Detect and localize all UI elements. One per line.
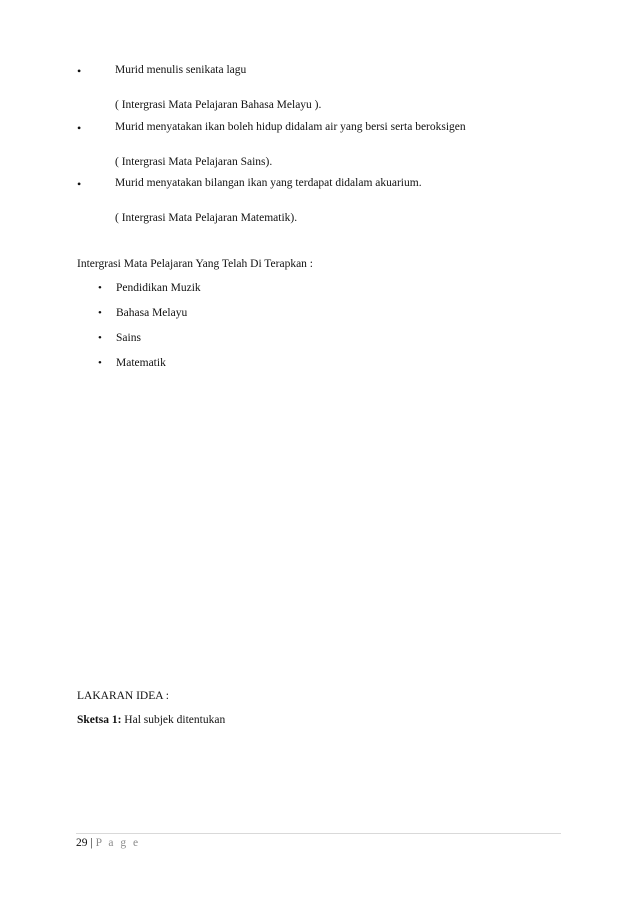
page-footer [76,837,140,849]
integration-note: ( Intergrasi Mata Pelajaran Bahasa Melayu ). [115,99,322,111]
sketch-label: Sketsa 1: [77,714,122,726]
footer-separator: | [90,837,93,849]
sketch-text: Hal subjek ditentukan [124,714,226,726]
page-word: P a g e [95,837,141,849]
bullet-marker: • [77,64,82,78]
integration-heading: Intergrasi Mata Pelajaran Yang Telah Di Terapkan : [77,258,313,270]
bullet-marker: • [77,177,82,191]
subject-item: Pendidikan Muzik [116,282,201,294]
subject-marker: • [98,357,102,369]
integration-note: ( Intergrasi Mata Pelajaran Matematik). [115,212,298,224]
subject-item: Sains [116,332,141,344]
sketch-caption [77,714,225,726]
bullet-text: Murid menyatakan bilangan ikan yang terdapat didalam akuarium. [115,177,422,189]
integration-note: ( Intergrasi Mata Pelajaran Sains). [115,156,273,168]
bullet-text: Murid menulis senikata lagu [115,64,247,76]
footer-divider [76,833,561,834]
page-number: 29 [76,837,88,849]
subject-item: Bahasa Melayu [116,307,188,319]
bullet-marker: • [77,121,82,135]
subject-marker: • [98,307,102,319]
bullet-text: Murid menyatakan ikan boleh hidup didalam air yang bersi serta beroksigen [115,121,466,133]
subject-item: Matematik [116,357,166,369]
subject-marker: • [98,282,102,294]
subject-marker: • [98,332,102,344]
lakaran-heading: LAKARAN IDEA : [77,690,169,702]
